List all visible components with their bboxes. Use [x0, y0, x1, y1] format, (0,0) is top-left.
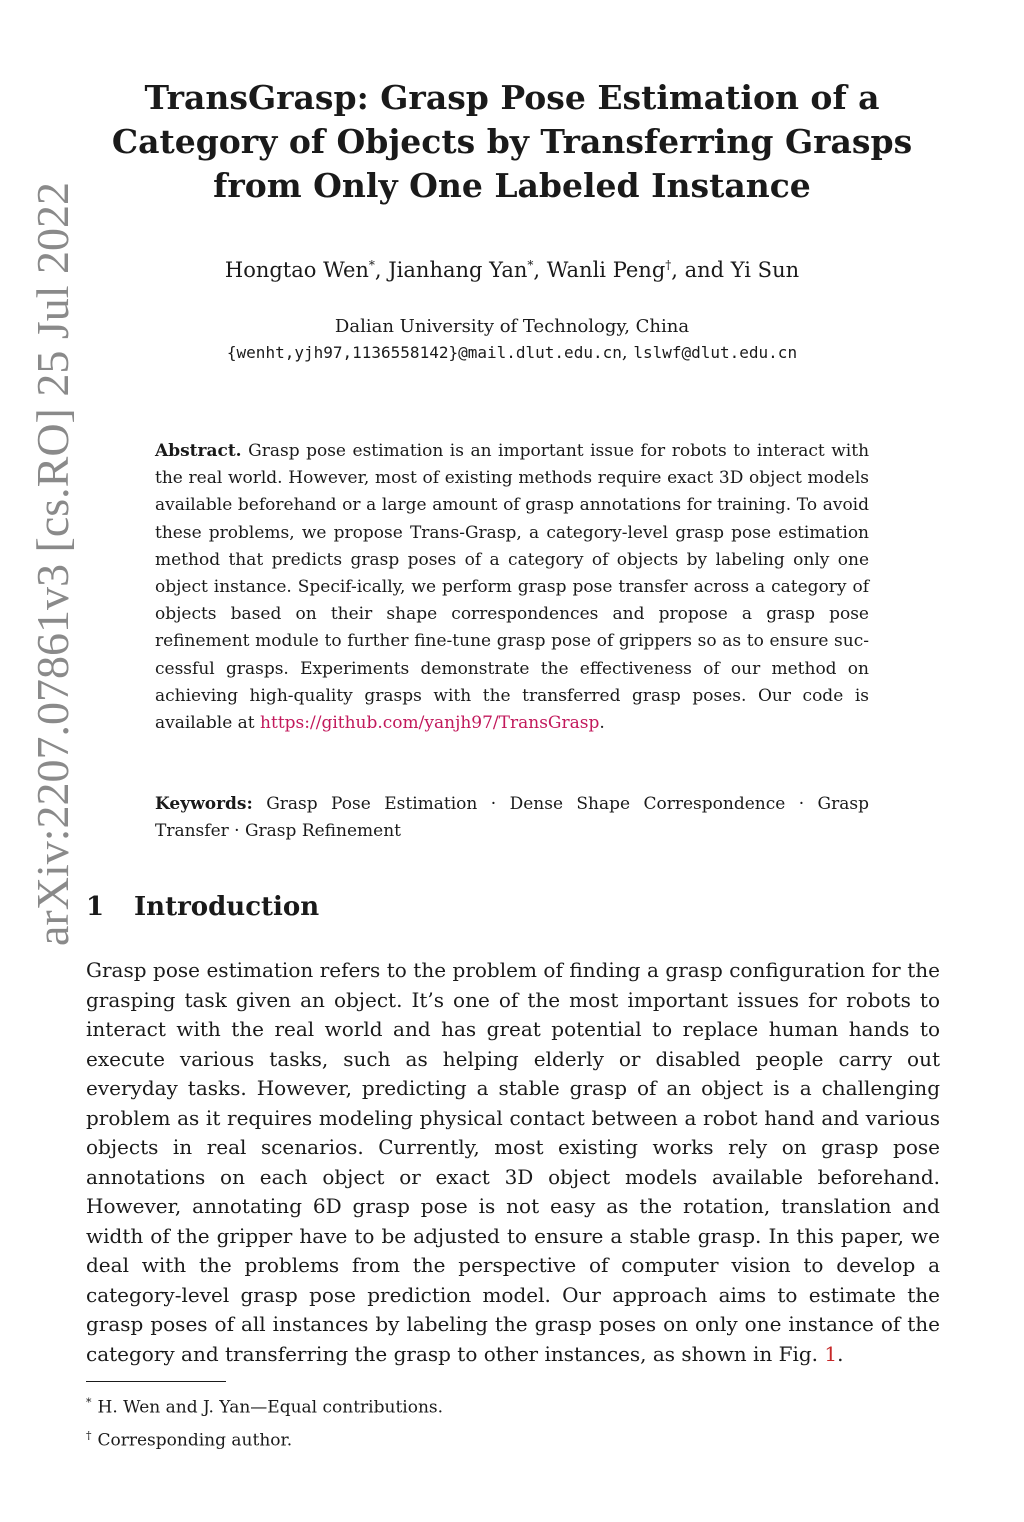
- author-mark: *: [527, 258, 534, 272]
- abstract-label: Abstract.: [155, 441, 242, 461]
- author-list: [100, 258, 924, 282]
- author-name: Jianhang Yan: [388, 258, 528, 282]
- footnotes: [86, 1389, 940, 1454]
- abstract-text: Grasp pose estimation is an important issue for robots to interact with the real world. However, most of existing methods require exact 3D object models available beforehand or a large amount of grasp annotations for training. To avoid these problems, we propose Trans-Grasp, a category-level grasp pose estimation method that predicts grasp poses of a category of objects by labeling only one object instance. Specif-ically, we perform grasp pose transfer across a category of objects based on their shape correspondences and propose a grasp pose refinement module to further fine-tune grasp pose of grippers so as to ensure suc-cessful grasps. Experiments demonstrate the effectiveness of our method on achieving high-quality grasps with the transferred grasp poses. Our code is available at: [155, 441, 870, 734]
- email-separator: ,: [621, 342, 634, 363]
- figure-reference-link[interactable]: 1: [824, 1341, 838, 1366]
- affiliation-block: [100, 314, 924, 366]
- author-separator: ,: [374, 258, 389, 282]
- email-group[interactable]: {wenht,yjh97,1136558142}@mail.dlut.edu.cn: [226, 343, 622, 362]
- author-mark: †: [665, 258, 672, 272]
- author-name: Hongtao Wen: [224, 258, 369, 282]
- email-line: [100, 340, 924, 366]
- email-corresponding[interactable]: lslwf@dlut.edu.cn: [633, 343, 798, 362]
- title-line-1: TransGrasp: Grasp Pose Estimation of a: [144, 78, 880, 117]
- abstract: [155, 438, 869, 737]
- introduction-end: .: [837, 1341, 844, 1366]
- section-heading-introduction: [86, 892, 319, 922]
- footnote-mark: †: [86, 1428, 92, 1442]
- keywords-label: Keywords:: [155, 794, 253, 814]
- arxiv-identifier: arXiv:2207.07861v3 [cs.RO] 25 Jul 2022: [27, 181, 78, 946]
- section-title: Introduction: [134, 892, 320, 922]
- introduction-paragraph: [86, 956, 940, 1369]
- footnote-text: H. Wen and J. Yan—Equal contributions.: [97, 1397, 444, 1418]
- keywords-text: Grasp Pose Estimation · Dense Shape Correspondence · Grasp Transfer · Grasp Refinement: [155, 794, 869, 841]
- author-separator: , and: [671, 258, 731, 282]
- institution: Dalian University of Technology, China: [334, 316, 690, 337]
- author-separator: ,: [533, 258, 547, 282]
- footnote-equal-contribution: [86, 1389, 940, 1422]
- footnote-text: Corresponding author.: [97, 1430, 293, 1451]
- section-number: 1: [86, 892, 105, 922]
- author-name: Yi Sun: [730, 258, 800, 282]
- footnote-corresponding-author: [86, 1422, 940, 1455]
- code-link[interactable]: https://github.com/yanjh97/TransGrasp: [260, 713, 600, 734]
- footnote-mark: *: [86, 1396, 92, 1409]
- title-line-3: from Only One Labeled Instance: [213, 166, 811, 205]
- abstract-end: .: [599, 713, 605, 734]
- footnote-divider: [86, 1381, 226, 1382]
- keywords: [155, 791, 869, 845]
- paper-title: [100, 76, 924, 208]
- author-name: Wanli Peng: [546, 258, 666, 282]
- title-line-2: Category of Objects by Transferring Grasps: [111, 122, 913, 161]
- introduction-text: Grasp pose estimation refers to the problem of finding a grasp configuration for the grasping task given an object. It’s one of the most important issues for robots to interact with the real world and has great potential to replace human hands to execute various tasks, such as helping elderly or disabled people carry out everyday tasks. However, predicting a stable grasp of an object is a challenging problem as it requires modeling physical contact between a robot hand and various objects in real scenarios. Currently, most existing works rely on grasp pose annotations on each object or exact 3D object models available beforehand. However, annotating 6D grasp pose is not easy as the rotation, translation and width of the gripper have to be adjusted to ensure a stable grasp. In this paper, we deal with the problems from the perspective of computer vision to develop a category-level grasp pose prediction model. Our approach aims to estimate the grasp poses of all instances by labeling the grasp poses on only one instance of the category and transferring the grasp to other instances, as shown in Fig.: [86, 958, 940, 1366]
- author-mark: *: [368, 258, 375, 272]
